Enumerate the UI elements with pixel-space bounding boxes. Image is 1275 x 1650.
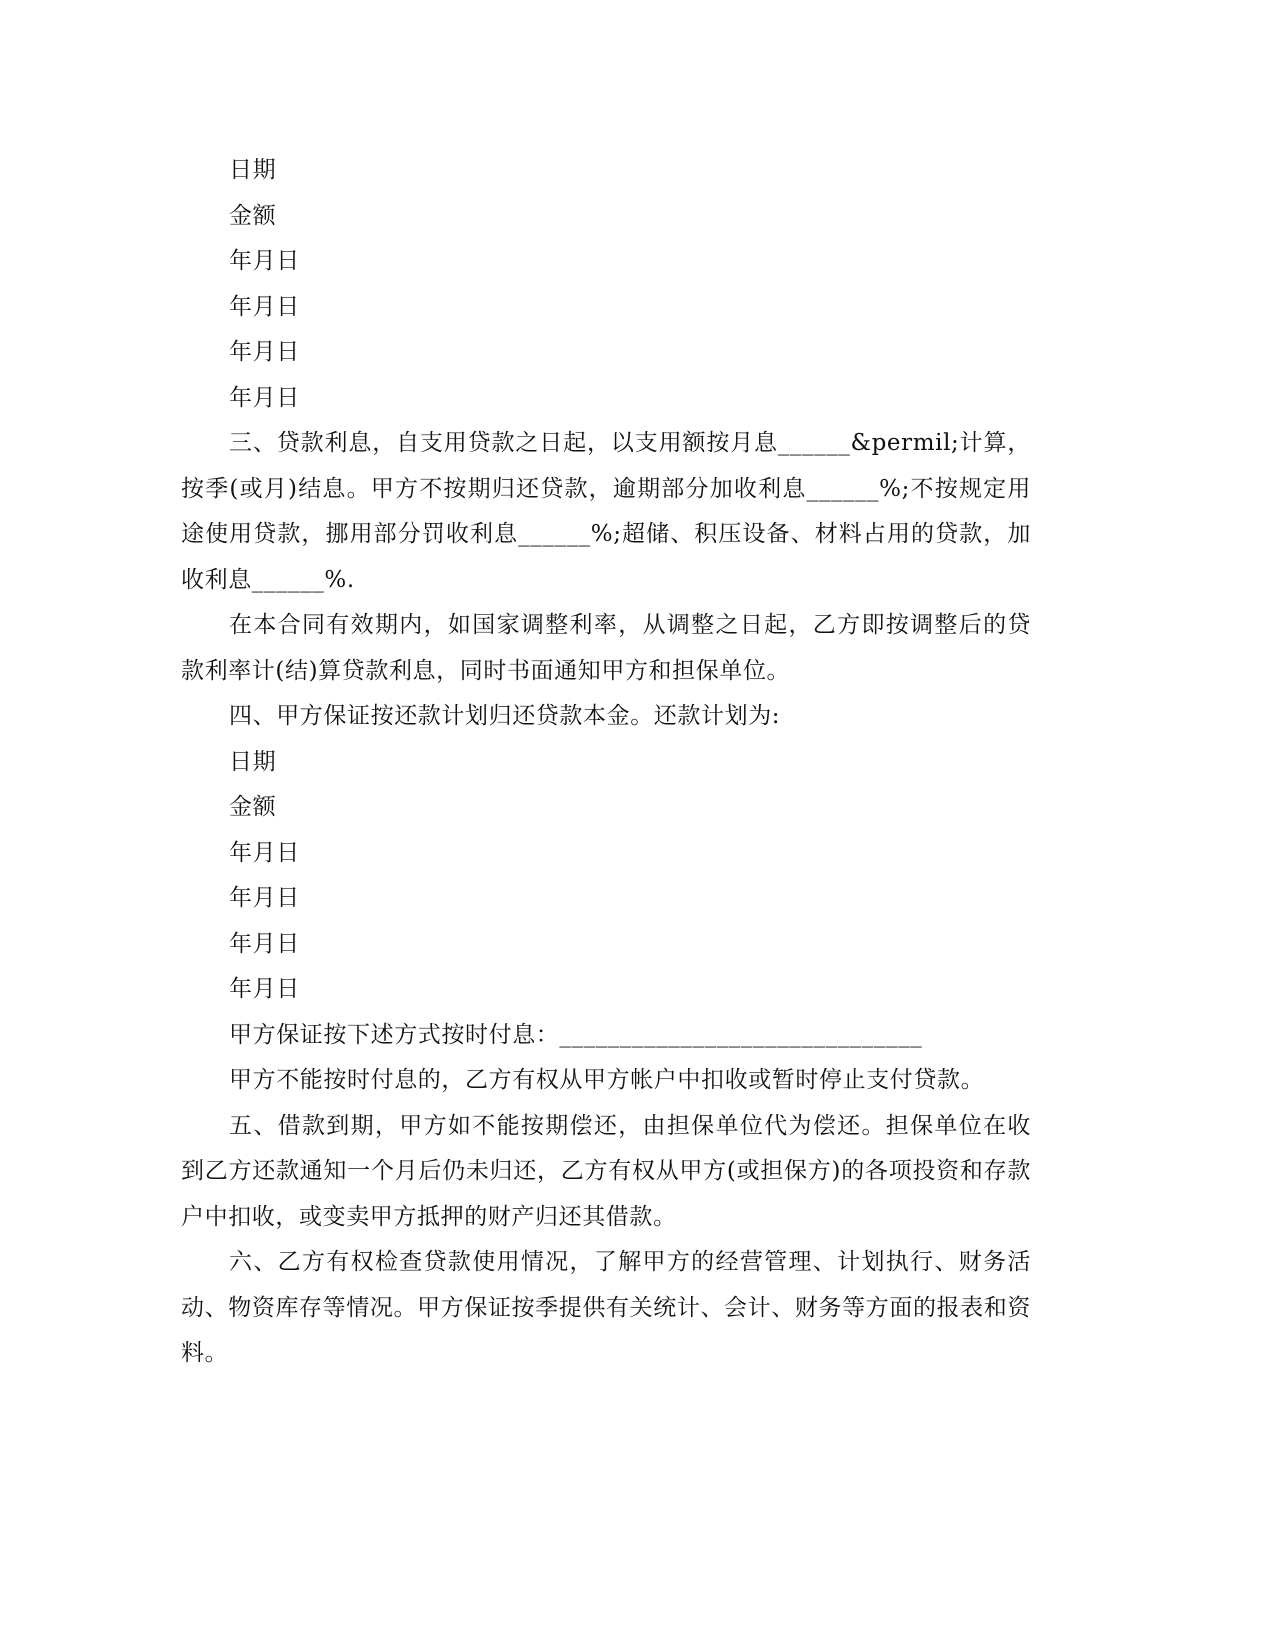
clause-3-rate-adjustment: 在本合同有效期内，如国家调整利率，从调整之日起，乙方即按调整后的贷款利率计(结)算贷款利息，同时书面通知甲方和担保单位。	[181, 612, 1031, 684]
repayment-header-amount: 金额	[229, 794, 277, 820]
repayment-date-row: 年月日	[229, 930, 300, 957]
schedule-header-amount: 金额	[229, 202, 277, 229]
document-body	[181, 148, 1031, 1377]
clause-4-repayment-plan: 四、甲方保证按还款计划归还贷款本金。还款计划为:	[229, 703, 781, 729]
interest-default-note: 甲方不能按时付息的，乙方有权从甲方帐户中扣收或暂时停止支付贷款。	[229, 1067, 985, 1093]
schedule-date-row: 年月日	[229, 248, 300, 274]
schedule-date-row: 年月日	[229, 293, 300, 320]
schedule-header-date: 日期	[229, 157, 277, 183]
clause-5-maturity: 五、借款到期，甲方如不能按期偿还，由担保单位代为偿还。担保单位在收到乙方还款通知一个月后仍未归还，乙方有权从甲方(或担保方)的各项投资和存款户中扣收，或变卖甲方抵押的财产归还其借款。	[181, 1112, 1031, 1230]
repayment-date-row: 年月日	[229, 839, 300, 866]
interest-payment-method: 甲方保证按下述方式按时付息：______________________________	[229, 1021, 923, 1048]
repayment-date-row: 年月日	[229, 976, 300, 1002]
clause-3-interest: 三、贷款利息，自支用贷款之日起，以支用额按月息______&permil;计算，按季(或月)结息。甲方不按期归还贷款，逾期部分加收利息______%;不按规定用途使用贷款，挪用部分罚收利息______%;超储、积压设备、材料占用的贷款，加收利息______%.	[181, 430, 1031, 593]
clause-6-inspection: 六、乙方有权检查贷款使用情况，了解甲方的经营管理、计划执行、财务活动、物资库存等情况。甲方保证按季提供有关统计、会计、财务等方面的报表和资料。	[181, 1249, 1031, 1366]
schedule-date-row: 年月日	[229, 384, 300, 411]
repayment-header-date: 日期	[229, 748, 277, 775]
repayment-date-row: 年月日	[229, 885, 300, 911]
schedule-date-row: 年月日	[229, 339, 300, 365]
